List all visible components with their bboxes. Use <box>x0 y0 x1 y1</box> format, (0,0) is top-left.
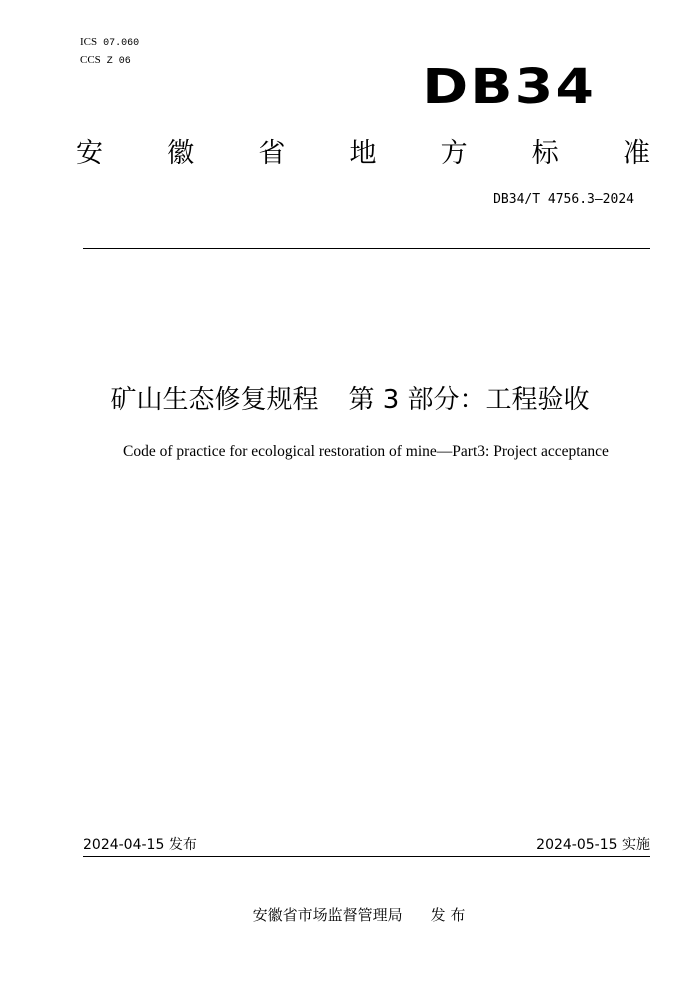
publisher-name: 安徽省市场监督管理局 <box>252 906 403 924</box>
ccs-row <box>80 52 139 70</box>
title-part: 第 3 部分：工程验收 <box>348 385 590 415</box>
standard-type-char: 准 <box>622 138 650 169</box>
publisher-action: 发 布 <box>430 906 466 924</box>
standard-type-char: 徽 <box>167 138 195 169</box>
standard-type-title <box>76 134 650 174</box>
title-main: 矿山生态修复规程 <box>110 385 319 415</box>
ics-code: 07.060 <box>103 38 140 49</box>
ccs-label: CCS <box>80 54 101 66</box>
standard-number: DB34/T 4756.3—2024 <box>493 192 634 207</box>
standard-type-char: 省 <box>258 138 286 169</box>
bottom-divider <box>83 856 650 857</box>
document-title-en: Code of practice for ecological restoration of mine—Part3: Project acceptance <box>123 443 609 460</box>
issue-date-value: 2024-04-15 <box>83 837 165 853</box>
standard-type-char: 方 <box>440 138 468 169</box>
classification-codes <box>80 34 139 70</box>
publisher <box>0 904 700 926</box>
top-divider <box>83 248 650 249</box>
ccs-code: Z 06 <box>106 56 131 67</box>
standard-type-char: 标 <box>531 138 559 169</box>
standard-logo: DB34 <box>422 59 596 115</box>
ics-row <box>80 34 139 52</box>
standard-type-char: 地 <box>349 138 377 169</box>
implementation-date-label: 实施 <box>622 837 650 853</box>
implementation-date <box>536 835 650 855</box>
standard-type-char: 安 <box>76 138 103 169</box>
issue-date <box>83 835 197 855</box>
ics-label: ICS <box>80 36 98 48</box>
document-title-cn <box>0 380 700 420</box>
implementation-date-value: 2024-05-15 <box>536 837 618 853</box>
issue-date-label: 发布 <box>168 837 197 853</box>
